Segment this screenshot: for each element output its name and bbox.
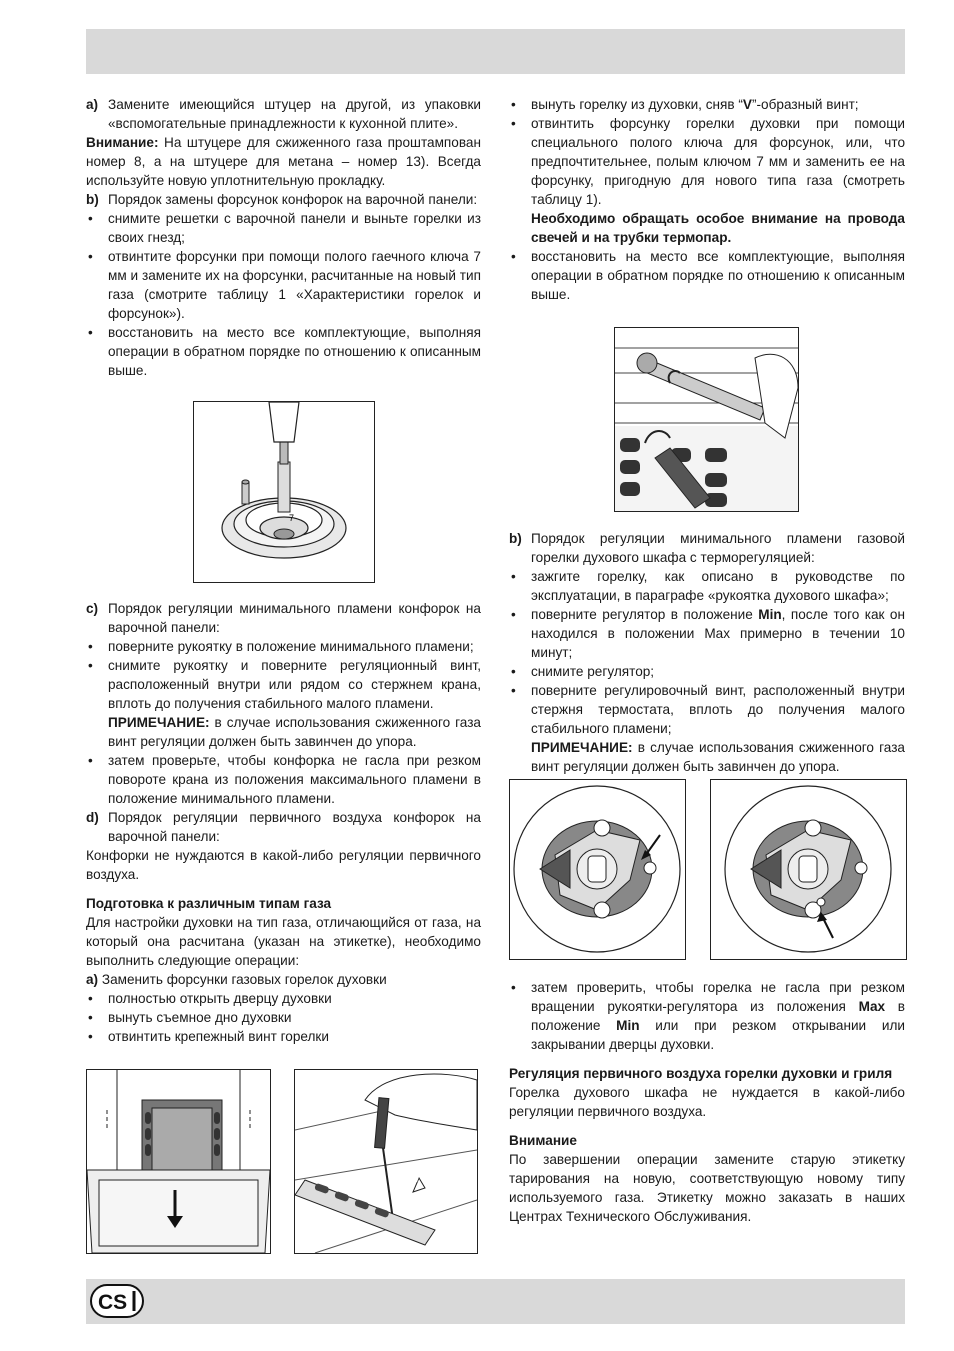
step-b-text: Порядок замены форсунок конфорок на варочной панели: [108, 192, 478, 207]
section-heading: Внимание [509, 1133, 577, 1148]
right-column [509, 95, 905, 304]
burner-injector-illustration [193, 401, 375, 583]
min-label: Min [616, 1018, 640, 1033]
cs-logo [90, 1284, 144, 1318]
note-label: ПРИМЕЧАНИЕ: [108, 715, 210, 730]
prep-a-text: Заменить форсунки газовых горелок духовки [98, 972, 387, 987]
left-column [86, 95, 481, 380]
list-item: • восстановить на место все комплектующие, выполняя операции в обратном порядке по отношению к описанным выше. [86, 323, 481, 380]
list-item: • вынуть съемное дно духовки [86, 1008, 481, 1027]
list-item: • затем проверьте, чтобы конфорка не гасла при резком повороте крана из положения максимального пламени в положение минимального пламени. [86, 751, 481, 808]
step-b-text: Порядок регуляции минимального пламени газовой горелки духового шкафа с терморегуляцией: [531, 531, 905, 565]
list-item [509, 95, 905, 114]
attention-text: По завершении операции замените старую этикетку тарирования на новую, соответствующую новому типу используемого газа. Этикетку можно заказать в наших Центрах Технического Обслуживания. [509, 1152, 905, 1224]
oven-injector-wrench-illustration [614, 327, 799, 512]
screw-label: V [413, 1174, 420, 1185]
step-b [86, 190, 481, 209]
list-item [509, 978, 905, 1054]
bullet-text: или при резком открывании или закрывании дверцы духовки. [531, 1018, 905, 1052]
prep-text: Для настройки духовки на тип газа, отличающийся от газа, на который она расчитана (указан на этикетке), необходимо выполнить следующие операции: [86, 915, 481, 968]
list-item: • отвинтите форсунки при помощи полого гаечного ключа 7 мм и замените их на форсунки, расчитанные на новый тип газа (смотрите таблицу 1 «Характеристики горелок и форсунок»). [86, 247, 481, 323]
bullet-text: вынуть горелку из духовки, сняв “ [531, 97, 743, 112]
step-c-marker: c) [86, 601, 99, 616]
list-item: • отвинтить форсунку горелки духовки при помощи специального полого ключа для форсунок, или, что предпочтительнее, полым ключом 7 мм и заменить ее на форсунку, пригодную для нового типа газа (смотреть таблицу 1). [509, 114, 905, 209]
step-a-marker: a) [86, 97, 99, 112]
note [509, 738, 905, 776]
step-b-oven [509, 529, 905, 567]
step-d-text: Порядок регуляции первичного воздуха конфорок на варочной панели: [108, 810, 481, 844]
right-column-bottom [509, 978, 905, 1226]
bullet-text: в положение [531, 999, 905, 1033]
step-a-text: Замените имеющийся штуцер на другой, из упаковки «вспомогательные принадлежности к кухонной плите». [108, 97, 481, 131]
logo-text: CS [98, 1291, 128, 1314]
list-item: • снимите решетки с варочной панели и выньте горелки из своих гнезд; [86, 209, 481, 247]
bullet-text: поверните регулятор в положение [531, 607, 759, 622]
attention-label: Внимание: [86, 135, 159, 150]
bullet-text: ”-образный винт; [752, 97, 859, 112]
note [86, 713, 481, 751]
list-item: • поверните рукоятку в положение минимального пламени; [86, 637, 481, 656]
attention-note [86, 133, 481, 190]
step-b-marker: b) [86, 192, 99, 207]
section-heading: Подготовка к различным типам газа [86, 896, 332, 911]
bullet-text: затем проверить, чтобы горелка не гасла при резком вращении рукоятки-регулятора из положения [531, 980, 905, 1014]
header-bar [86, 29, 905, 74]
thermostat-knob-illustration-left [509, 779, 686, 960]
prep-a-marker: a) [86, 972, 99, 987]
list-item: • зажгите горелку, как описано в руководстве по эксплуатации, в параграфе «рукоятка духового шкафа»; [509, 567, 905, 605]
svg-text:7: 7 [289, 513, 295, 523]
left-column-lower [86, 599, 481, 1046]
step-c [86, 599, 481, 637]
list-item: • отвинтить крепежный винт горелки [86, 1027, 481, 1046]
oven-interior-illustration [86, 1069, 271, 1254]
list-item: • восстановить на место все комплектующие, выполняя операции в обратном порядке по отношению к описанным выше. [509, 247, 905, 304]
max-label: Max [858, 999, 886, 1014]
section-heading: Регуляция первичного воздуха горелки духовки и гриля [509, 1066, 893, 1081]
list-item: • снимите рукоятку и поверните регуляционный винт, расположенный внутри или рядом со стержнем крана, вплоть до получения стабильного малого пламени. [86, 656, 481, 713]
list-item: • поверните регулировочный винт, расположенный внутри стержня термостата, вплоть до получения малого стабильного пламени; [509, 681, 905, 738]
air-text: Горелка духового шкафа не нуждается в какой-либо регуляции первичного воздуха. [509, 1085, 905, 1119]
oven-burner-screw-illustration [294, 1069, 478, 1254]
step-d-follow: Конфорки не нуждаются в какой-либо регуляции первичного воздуха. [86, 848, 481, 882]
prep-step-a [86, 970, 481, 989]
step-c-text: Порядок регуляции минимального пламени конфорок на варочной панели: [108, 601, 481, 635]
note-label: ПРИМЕЧАНИЕ: [531, 740, 633, 755]
note-text: в случае использования сжиженного газа винт регуляции должен быть завинчен до упора. [531, 740, 905, 774]
note-text: в случае использования сжиженного газа винт регуляции должен быть завинчен до упора. [108, 715, 481, 749]
list-item [509, 605, 905, 662]
step-d-marker: d) [86, 810, 99, 825]
list-item: • снимите регулятор; [509, 662, 905, 681]
min-label: Min [758, 607, 782, 622]
thermostat-knob-illustration-right [710, 779, 907, 960]
list-item: • полностью открыть дверцу духовки [86, 989, 481, 1008]
footer-bar [86, 1279, 905, 1324]
right-column-lower [509, 529, 905, 776]
v-label: V [742, 97, 752, 112]
step-d [86, 808, 481, 846]
bullet-text: , после того как он находился в положении Max примерно в течении 10 минут; [531, 607, 905, 660]
step-b-marker: b) [509, 531, 522, 546]
step-a [86, 95, 481, 133]
bold-warning: Необходимо обращать особое внимание на провода свечей и на трубки термопар. [531, 211, 905, 245]
attention-text: На штуцере для сжиженного газа проштампован номер 8, а на штуцере для метана – номер 13). Всегда используйте новую уплотнительную прокладку. [86, 135, 481, 188]
